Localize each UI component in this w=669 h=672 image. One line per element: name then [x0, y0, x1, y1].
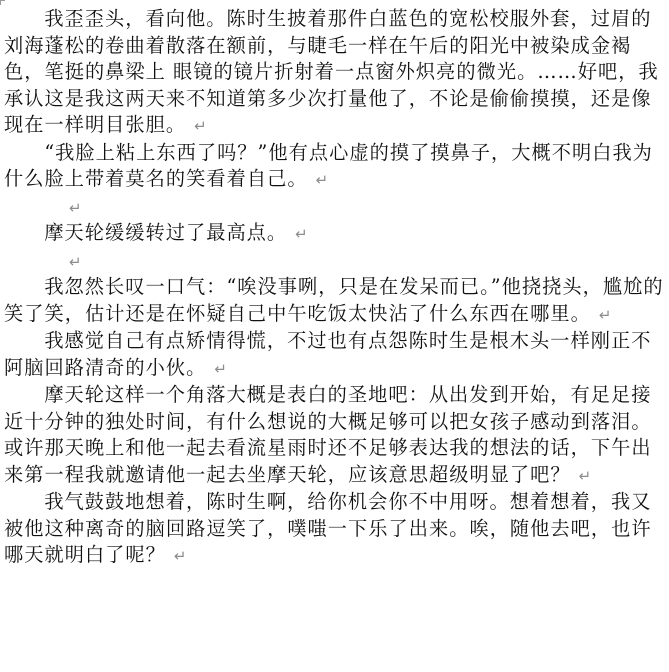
paragraph-mark-icon: ↵: [214, 359, 227, 378]
paragraph-4-text: 我忽然长叹一口气：“唉没事咧，只是在发呆而已。”他挠挠头，尴尬的笑了笑，估计还是在怀疑自己中午吃饭太快沾了什么东西在哪里。: [4, 275, 664, 325]
empty-paragraph-2: [4, 248, 664, 275]
paragraph-mark-icon: ↵: [578, 466, 592, 485]
paragraph-mark-icon: ↵: [598, 305, 612, 324]
paragraph-mark-icon: ↵: [194, 117, 207, 135]
document-body: [4, 6, 664, 570]
paragraph-5: [4, 328, 664, 382]
page-corner-mark: [0, 0, 5, 5]
empty-paragraph-1: [4, 194, 664, 221]
paragraph-mark-icon: ↵: [69, 198, 82, 217]
paragraph-7: [4, 489, 664, 570]
paragraph-5-text: 我感觉自己有点矫情得慌，不过也有点怨陈时生是根木头一样刚正不阿脑回路清奇的小伙。: [4, 329, 652, 379]
paragraph-mark-icon: ↵: [295, 225, 308, 243]
paragraph-2-text: “我脸上粘上东西了吗？”他有点心虚的摸了摸鼻子，大概不明白我为什么脸上带着莫名的笑看着自己。: [4, 140, 653, 190]
paragraph-mark-icon: ↵: [69, 252, 82, 271]
paragraph-3-text: 摩天轮缓缓转过了最高点。: [44, 221, 288, 244]
paragraph-1-text: 我歪歪头，看向他。陈时生披着那件白蓝色的宽松校服外套，过眉的刘海蓬松的卷曲着散落在额前，与睫毛一样在午后的阳光中被染成金褐色，笔挺的鼻梁上 眼镜的镜片折射着一点窗外炽亮的微光。……好吧，我承认这是我这两天来不知道第多少次打量他了，不论是偷偷摸摸，还是像现在一样明目张胆。: [4, 7, 659, 136]
paragraph-mark-icon: ↵: [173, 547, 187, 565]
paragraph-6-text: 摩天轮这样一个角落大概是表白的圣地吧：从出发到开始，有足足接近十分钟的独处时间，有什么想说的大概足够可以把女孩子感动到落泪。或许那天晚上和他一起去看流星雨时还不足够表达我的想法的话，下午出来第一程我就邀请他一起去坐摩天轮，应该意思超级明显了吧？: [4, 383, 652, 486]
paragraph-1: [4, 6, 664, 140]
paragraph-mark-icon: ↵: [315, 171, 329, 189]
paragraph-6: [4, 382, 664, 489]
paragraph-4: [4, 274, 664, 328]
paragraph-2: [4, 140, 664, 194]
paragraph-3: [4, 220, 664, 248]
paragraph-7-text: 我气鼓鼓地想着，陈时生啊，给你机会你不中用呀。想着想着，我又被他这种离奇的脑回路逗笑了，噗嗤一下乐了出来。唉，随他去吧，也许哪天就明白了呢？: [4, 490, 652, 566]
